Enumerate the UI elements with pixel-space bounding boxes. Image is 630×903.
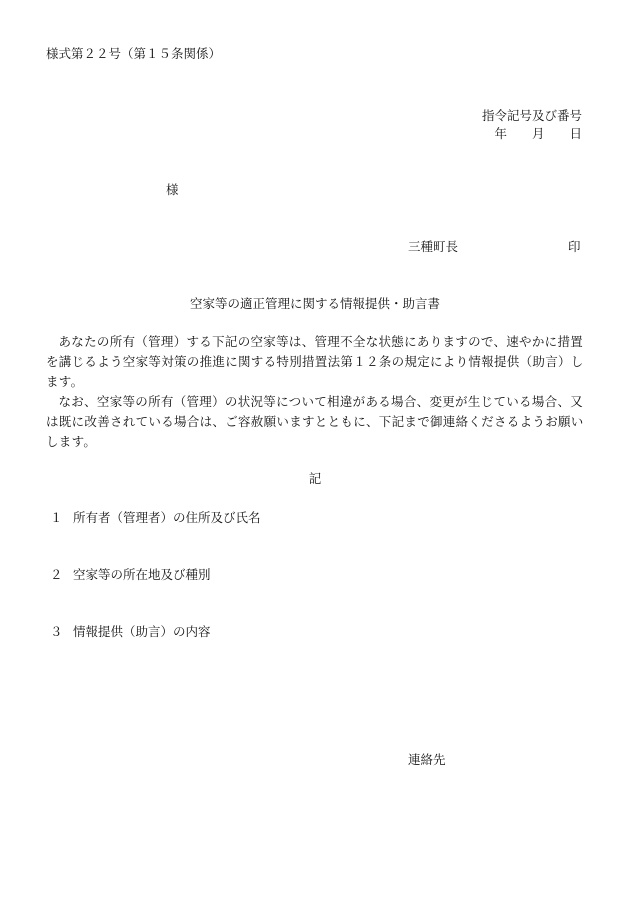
body-paragraph-1: あなたの所有（管理）する下記の空家等は、管理不全な状態にありますので、速やかに措置を講じるよう空家等対策の推進に関する特別措置法第１２条の規定により情報提供（助言）します。 [46,334,584,389]
item-text: 空家等の所在地及び種別 [73,567,211,582]
sender-title: 三種町長 [408,239,459,254]
document-title: 空家等の適正管理に関する情報提供・助言書 [189,296,440,311]
item-number: ２ [50,567,63,582]
date-line: 年 月 日 [494,126,582,141]
item-number: １ [50,510,63,525]
ki-heading: 記 [308,471,322,486]
item-text: 所有者（管理者）の住所及び氏名 [73,510,261,525]
contact-label: 連絡先 [408,752,446,767]
document-number-label: 指令記号及び番号 [481,108,582,123]
item-text: 情報提供（助言）の内容 [73,624,211,639]
form-number: 様式第２２号（第１５条関係） [46,46,222,61]
seal-mark: 印 [568,239,581,254]
body-paragraph-2: なお、空家等の所有（管理）の状況等について相違がある場合、変更が生じている場合、又は既に改善されている場合は、ご容赦願いますとともに、下記まで御連絡くださるようお願いします。 [46,394,584,449]
addressee-honorific: 様 [166,182,179,197]
item-number: ３ [50,624,63,639]
